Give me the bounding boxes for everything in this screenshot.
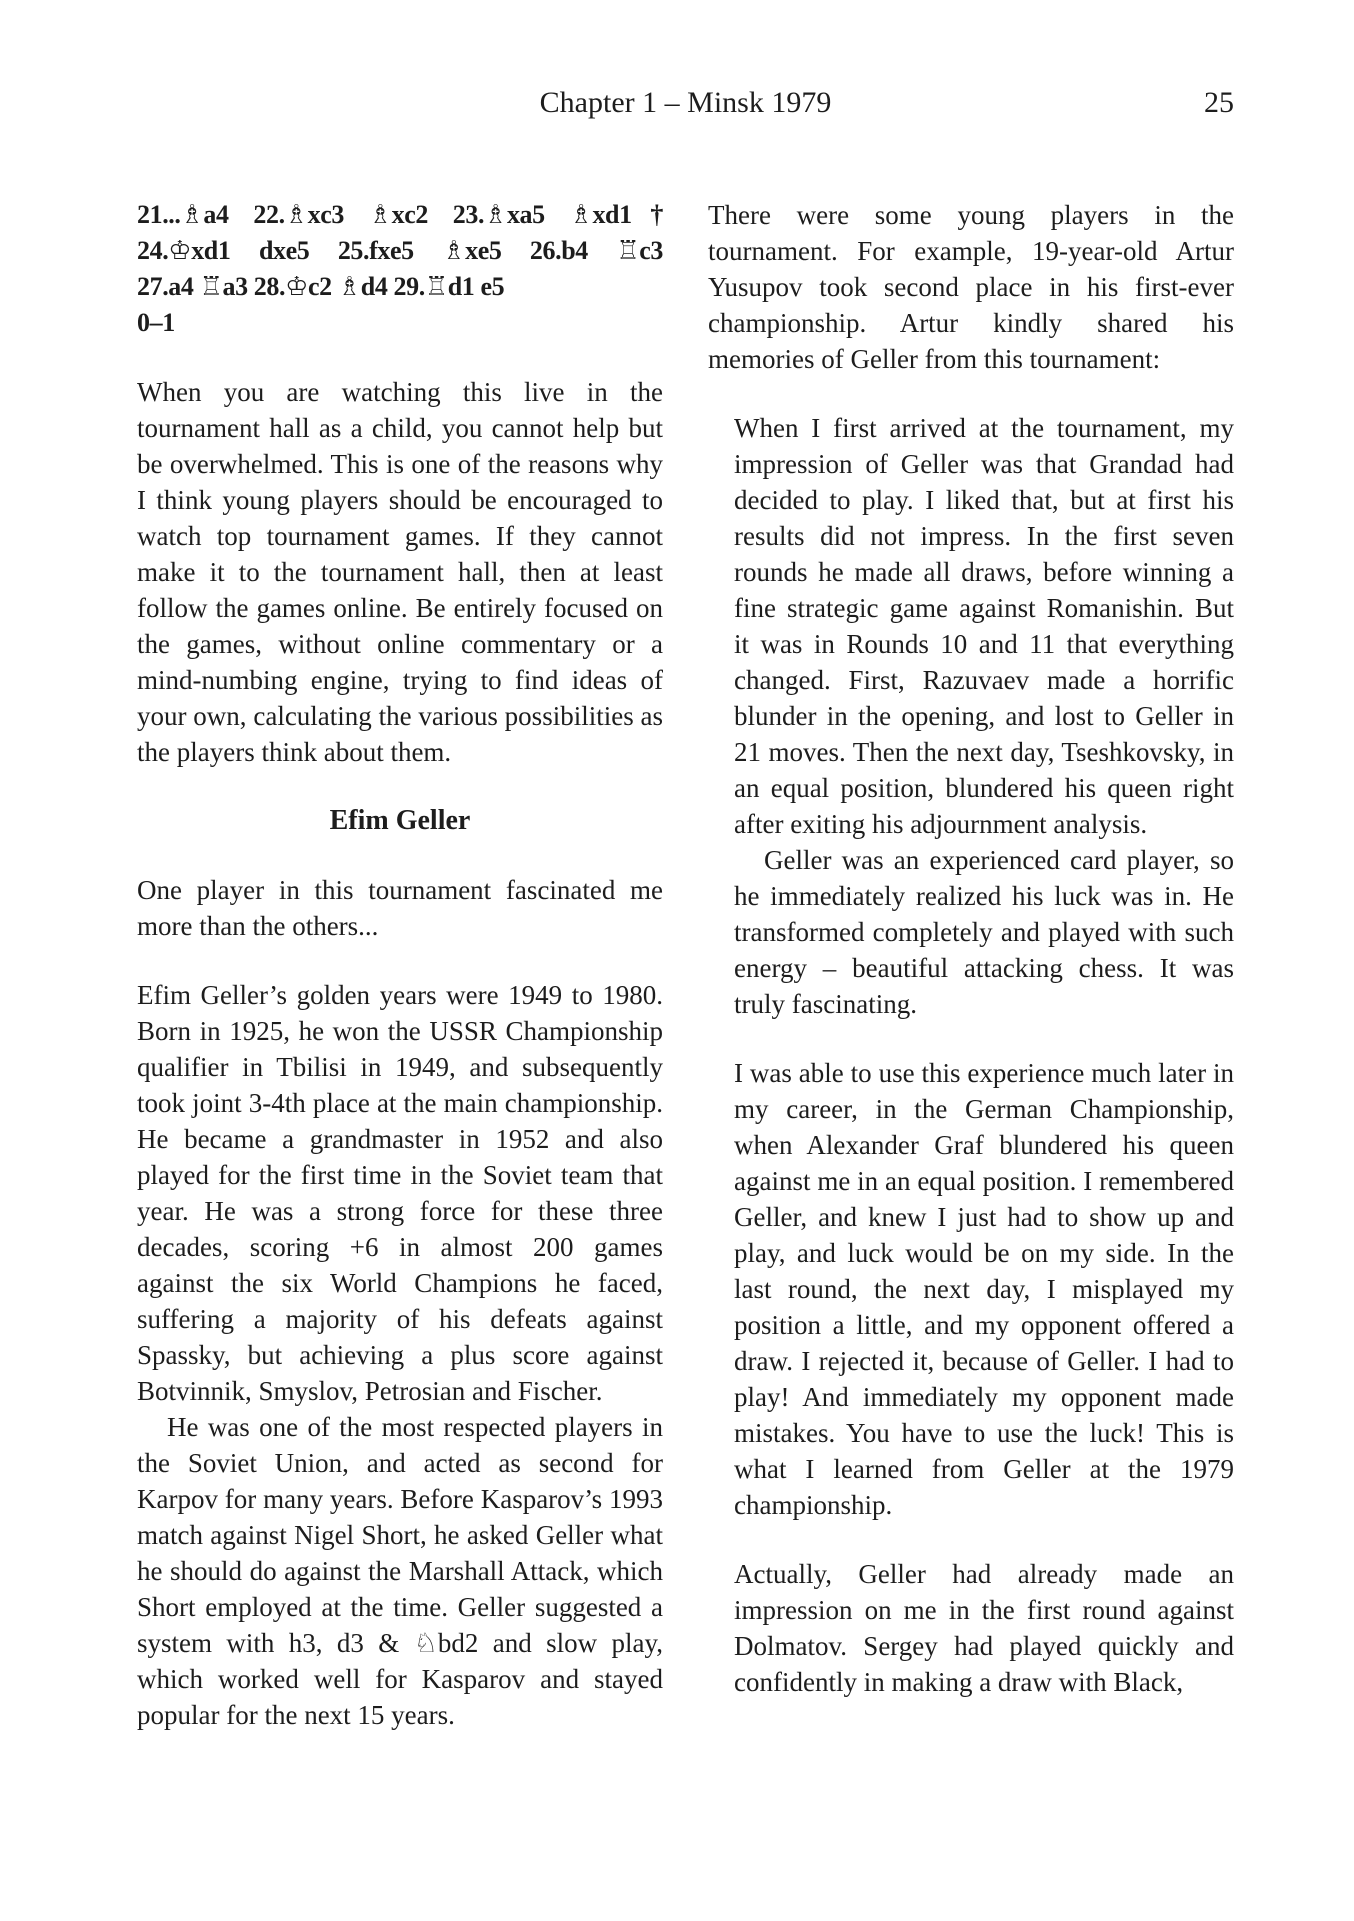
yusupov-quote-block	[734, 410, 1234, 1700]
quote-paragraph-dolmatov: Actually, Geller had already made an impression on me in the first round against Dolmatov. Sergey had played quickly and confidently in making a draw with Black,	[734, 1559, 1234, 1697]
paragraph-golden-years: Efim Geller’s golden years were 1949 to 1980. Born in 1925, he won the USSR Championship qualifier in Tbilisi in 1949, and subsequently took joint 3-4th place at the main championship. He became a grandmaster in 1952 and also played for the first time in the Soviet team that year. He was a strong force for these three decades, scoring +6 in almost 200 games against the six World Champions he faced, suffering a majority of his defeats against Spassky, but achieving a plus score against Botvinnik, Smyslov, Petrosian and Fischer.	[137, 980, 663, 1406]
chess-notation-line-1: 21...♗a4 22.♗xc3 ♗xc2 23.♗xa5 ♗xd1†	[137, 200, 663, 229]
two-column-layout	[137, 197, 1234, 1733]
right-column	[708, 197, 1234, 1733]
chess-notation-line-3: 27.a4 ♖a3 28.♔c2 ♗d4 29.♖d1 e5	[137, 272, 505, 301]
chapter-title: Chapter 1 – Minsk 1979	[539, 86, 832, 119]
paragraph-respected-players: He was one of the most respected players in the Soviet Union, and acted as second for Karpov for many years. Before Kasparov’s 1993 match against Nigel Short, he asked Geller what he should do against the Marshall Attack, which Short employed at the time. Geller suggested a system with h3, d3 & ♘bd2 and slow play, which worked well for Kasparov and stayed popular for the next 15 years.	[137, 1412, 663, 1730]
paragraph-young-players: There were some young players in the tournament. For example, 19-year-old Artur Yusupov took second place in his first-ever championship. Artur kindly shared his memories of Geller from this tournament:	[708, 200, 1234, 374]
game-result: 0–1	[137, 308, 175, 337]
left-column	[137, 197, 663, 1733]
quote-paragraph-card-player: Geller was an experienced card player, so he immediately realized his luck was in. He transformed completely and played with such energy – beautiful attacking chess. It was truly fascinating.	[734, 845, 1234, 1019]
chess-notation-line-2: 24.♔xd1 dxe5 25.fxe5 ♗xe5 26.b4 ♖c3	[137, 236, 663, 265]
paragraph-watching-live: When you are watching this live in the tournament hall as a child, you cannot help but be overwhelmed. This is one of the reasons why I think young players should be encouraged to watch top tournament games. If they cannot make it to the tournament hall, then at least follow the games online. Be entirely focused on the games, without online commentary or a mind-numbing engine, trying to find ideas of your own, calculating the various possibilities as the players think about them.	[137, 377, 663, 767]
paragraph-one-player: One player in this tournament fascinated me more than the others...	[137, 875, 663, 941]
quote-paragraph-experience: I was able to use this experience much later in my career, in the German Championship, when Alexander Graf blundered his queen against me in an equal position. I remembered Geller, and knew I just had to show up and play, and luck would be on my side. In the last round, the next day, I misplayed my position a little, and my opponent offered a draw. I rejected it, because of Geller. I had to play! And immediately my opponent made mistakes. You have to use the luck! This is what I learned from Geller at the 1979 championship.	[734, 1058, 1234, 1520]
quote-paragraph-arrival: When I first arrived at the tournament, my impression of Geller was that Grandad had decided to play. I liked that, but at first his results did not impress. In the first seven rounds he made all draws, before winning a fine strategic game against Romanishin. But it was in Rounds 10 and 11 that everything changed. First, Razuvaev made a horrific blunder in the opening, and lost to Geller in 21 moves. Then the next day, Tseshkovsky, in an equal position, blundered his queen right after exiting his adjournment analysis.	[734, 413, 1234, 839]
section-heading-efim-geller: Efim Geller	[329, 805, 471, 836]
chess-notation-block	[137, 197, 663, 341]
page-number: 25	[1204, 86, 1234, 119]
page-header	[137, 86, 1234, 120]
